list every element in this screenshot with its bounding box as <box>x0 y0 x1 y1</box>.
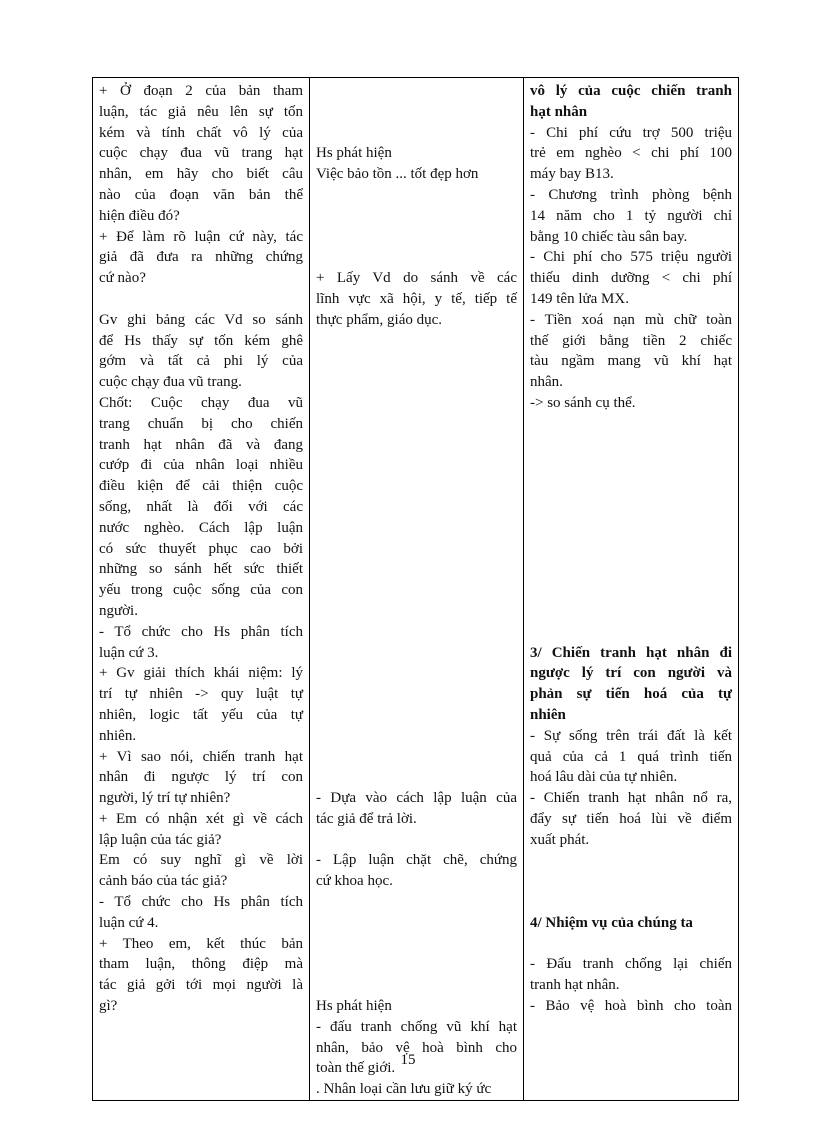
text-line: trí tự nhiên -> quy luật tự <box>99 686 303 703</box>
text-line: sống, nhất là đối với các <box>99 498 303 515</box>
blank-line <box>316 747 517 768</box>
text-line: Chốt: Cuộc chạy đua vũ <box>99 394 303 411</box>
text-line: - Dựa vào cách lập luận của <box>316 790 517 807</box>
text-line: Em có suy nghĩ gì về lời <box>99 852 303 869</box>
text-line: luận cứ 4. <box>99 914 159 931</box>
blank-line <box>530 934 732 955</box>
text-line: trang chuẩn bị cho chiến <box>99 415 303 432</box>
text-line: thế giới bằng tiền 2 chiếc <box>530 332 732 349</box>
blank-line <box>530 455 732 476</box>
text-line: hiện điều đó? <box>99 207 180 224</box>
blank-line <box>316 684 517 705</box>
blank-line <box>530 518 732 539</box>
text-line: điều kiện để cải thiện cuộc <box>99 478 303 495</box>
text-line: máy bay B13. <box>530 166 614 183</box>
text-line: cướp đi của nhân loại nhiều <box>99 457 303 474</box>
blank-line <box>316 227 517 248</box>
text-line: thực phẩm, giáo dục. <box>316 311 443 328</box>
section-heading-line: nhiên <box>530 706 566 723</box>
text-line: lĩnh vực xã hội, y tế, tiếp tế <box>316 290 517 307</box>
text-line: - Tổ chức cho Hs phân tích <box>99 894 303 911</box>
text-line: đẩy sự tiến hoá lùi về điểm <box>530 810 732 827</box>
text-line: người, lý trí tự nhiên? <box>99 790 231 807</box>
blank-line <box>316 830 517 851</box>
blank-line <box>316 954 517 975</box>
text-line: - Sự sống trên trái đất là kết <box>530 727 732 744</box>
blank-line <box>316 185 517 206</box>
blank-line <box>316 913 517 934</box>
text-line: kém và tính chất vô lý của <box>99 124 303 141</box>
blank-line <box>316 81 517 102</box>
text-line: gớm và tất cả phi lý của <box>99 353 303 370</box>
blank-line <box>316 622 517 643</box>
text-line: tác giả gởi tới mọi người là <box>99 977 303 994</box>
blank-line <box>530 435 732 456</box>
blank-line <box>530 601 732 622</box>
blank-line <box>316 767 517 788</box>
text-line: - Lập luận chặt chẽ, chứng <box>316 852 517 869</box>
blank-line <box>530 414 732 435</box>
blank-line <box>316 331 517 352</box>
text-line: 14 năm cho 1 tỷ người chỉ <box>530 207 732 224</box>
text-line: - Tổ chức cho Hs phân tích <box>99 623 303 640</box>
text-line: Hs phát hiện <box>316 145 392 162</box>
text-line: tranh hạt nhân đã và đang <box>99 436 303 453</box>
text-line: Việc bảo tồn ... tốt đẹp hơn <box>316 166 479 183</box>
lesson-content-column <box>524 78 739 1101</box>
text-line: hoá lâu dài của tự nhiên. <box>530 769 678 786</box>
blank-line <box>316 663 517 684</box>
text-line: nhân đi ngược lý trí con <box>99 769 303 786</box>
text-line: cứ nào? <box>99 270 146 287</box>
text-line: - Chi phí cứu trợ 500 triệu <box>530 124 732 141</box>
text-line: + Theo em, kết thúc bản <box>99 935 303 952</box>
text-line: 149 tên lửa MX. <box>530 290 629 307</box>
text-line: bằng 10 chiếc tàu sân bay. <box>530 228 688 245</box>
text-line: nhân, bảo vệ hoà bình cho <box>316 1039 517 1056</box>
text-line: - Chi phí cho 575 triệu người <box>530 249 732 266</box>
text-line: toàn thế giới. <box>316 1060 396 1077</box>
blank-line <box>316 393 517 414</box>
blank-line <box>316 643 517 664</box>
blank-line <box>530 476 732 497</box>
section-heading-line: phản sự tiến hoá của tự <box>530 686 732 703</box>
table-row <box>93 78 739 1101</box>
blank-line <box>316 102 517 123</box>
blank-line <box>530 892 732 913</box>
text-line: tranh hạt nhân. <box>530 977 620 994</box>
text-line: luận cứ 3. <box>99 644 159 661</box>
text-line: xuất phát. <box>530 831 590 848</box>
text-line: + Gv giải thích khái niệm: lý <box>99 665 303 682</box>
text-line: nhiên, logic tất yếu của tự <box>99 706 303 723</box>
text-line: gì? <box>99 998 118 1015</box>
text-line: . Nhân loại cần lưu giữ ký ức <box>316 1081 492 1098</box>
text-line: Gv ghi bảng các Vd so sánh <box>99 311 303 328</box>
blank-line <box>530 559 732 580</box>
text-line: + Ở đoạn 2 của bản tham <box>99 83 303 99</box>
blank-line <box>316 601 517 622</box>
text-line: - Tiền xoá nạn mù chữ toàn <box>530 311 732 328</box>
blank-line <box>316 414 517 435</box>
text-line: thiếu dinh dưỡng < chi phí <box>530 270 732 287</box>
blank-line <box>316 372 517 393</box>
text-line: - đấu tranh chống vũ khí hạt <box>316 1018 517 1035</box>
text-line: có sức thuyết phục cao bởi <box>99 540 303 557</box>
text-line: + Để làm rõ luận cứ này, tác <box>99 228 303 245</box>
section-heading-line: ngược lý trí con người và <box>530 665 732 682</box>
text-line: nhiên. <box>99 727 137 744</box>
text-line: + Em có nhận xét gì về cách <box>99 810 303 827</box>
blank-line <box>316 559 517 580</box>
blank-line <box>316 455 517 476</box>
text-line: tàu ngầm mang vũ khí hạt <box>530 353 732 370</box>
text-line: lập luận của tác giả? <box>99 831 222 848</box>
text-line: nhân. <box>530 374 563 391</box>
section-heading-line: 4/ Nhiệm vụ của chúng ta <box>530 914 693 931</box>
text-line: - Chương trình phòng bệnh <box>530 186 732 203</box>
text-line: nhân, em hãy cho biết câu <box>99 166 303 183</box>
text-line: - Bảo vệ hoà bình cho toàn <box>530 998 732 1015</box>
blank-line <box>530 871 732 892</box>
blank-line <box>530 850 732 871</box>
lesson-table <box>92 77 739 1101</box>
blank-line <box>316 705 517 726</box>
text-line: luận, tác giả nêu lên sự tốn <box>99 103 303 120</box>
student-activity-column <box>310 78 524 1101</box>
text-line: quả của cả 1 quá trình tiến <box>530 748 732 765</box>
text-line: + Lấy Vd do sánh về các <box>316 270 517 287</box>
section-heading-line: hạt nhân <box>530 103 588 120</box>
blank-line <box>99 289 303 310</box>
blank-line <box>530 539 732 560</box>
blank-line <box>316 351 517 372</box>
blank-line <box>530 580 732 601</box>
blank-line <box>316 206 517 227</box>
blank-line <box>530 497 732 518</box>
blank-line <box>316 476 517 497</box>
text-line: tác giả để trả lời. <box>316 810 417 827</box>
text-line: giả đã đưa ra những chứng <box>99 249 303 266</box>
text-line: trẻ em nghèo < chi phí 100 <box>530 145 732 162</box>
text-line: - Đấu tranh chống lại chiến <box>530 956 732 973</box>
text-line: người. <box>99 602 138 619</box>
section-heading-line: 3/ Chiến tranh hạt nhân đi <box>530 644 732 661</box>
blank-line <box>316 497 517 518</box>
text-line: yếu trong cuộc sống của con <box>99 582 303 599</box>
text-line: những so sánh hết sức thiết <box>99 561 303 578</box>
text-line: Hs phát hiện <box>316 998 392 1015</box>
text-line: -> so sánh cụ thể. <box>530 394 636 411</box>
blank-line <box>316 435 517 456</box>
teacher-activity-column <box>93 78 310 1101</box>
blank-line <box>530 622 732 643</box>
text-line: tham luận, thông điệp mà <box>99 956 303 973</box>
blank-line <box>316 123 517 144</box>
blank-line <box>316 539 517 560</box>
blank-line <box>316 892 517 913</box>
text-line: để Hs thấy sự tốn kém ghê <box>99 332 303 349</box>
blank-line <box>316 934 517 955</box>
section-heading-line: vô lý của cuộc chiến tranh <box>530 83 732 99</box>
blank-line <box>316 580 517 601</box>
text-line: nào của đoạn văn bản thể <box>99 186 303 203</box>
page-number: 15 <box>400 1052 416 1068</box>
text-line: nước nghèo. Cách lập luận <box>99 519 303 536</box>
blank-line <box>316 726 517 747</box>
text-line: cuộc chạy đua vũ trang. <box>99 374 242 391</box>
text-line: cảnh báo của tác giả? <box>99 873 228 890</box>
text-line: cuộc chạy đua vũ trang hạt <box>99 145 303 162</box>
text-line: - Chiến tranh hạt nhân nổ ra, <box>530 790 732 807</box>
text-line: cứ khoa học. <box>316 873 393 890</box>
blank-line <box>316 975 517 996</box>
blank-line <box>316 247 517 268</box>
text-line: + Vì sao nói, chiến tranh hạt <box>99 748 303 765</box>
blank-line <box>316 518 517 539</box>
